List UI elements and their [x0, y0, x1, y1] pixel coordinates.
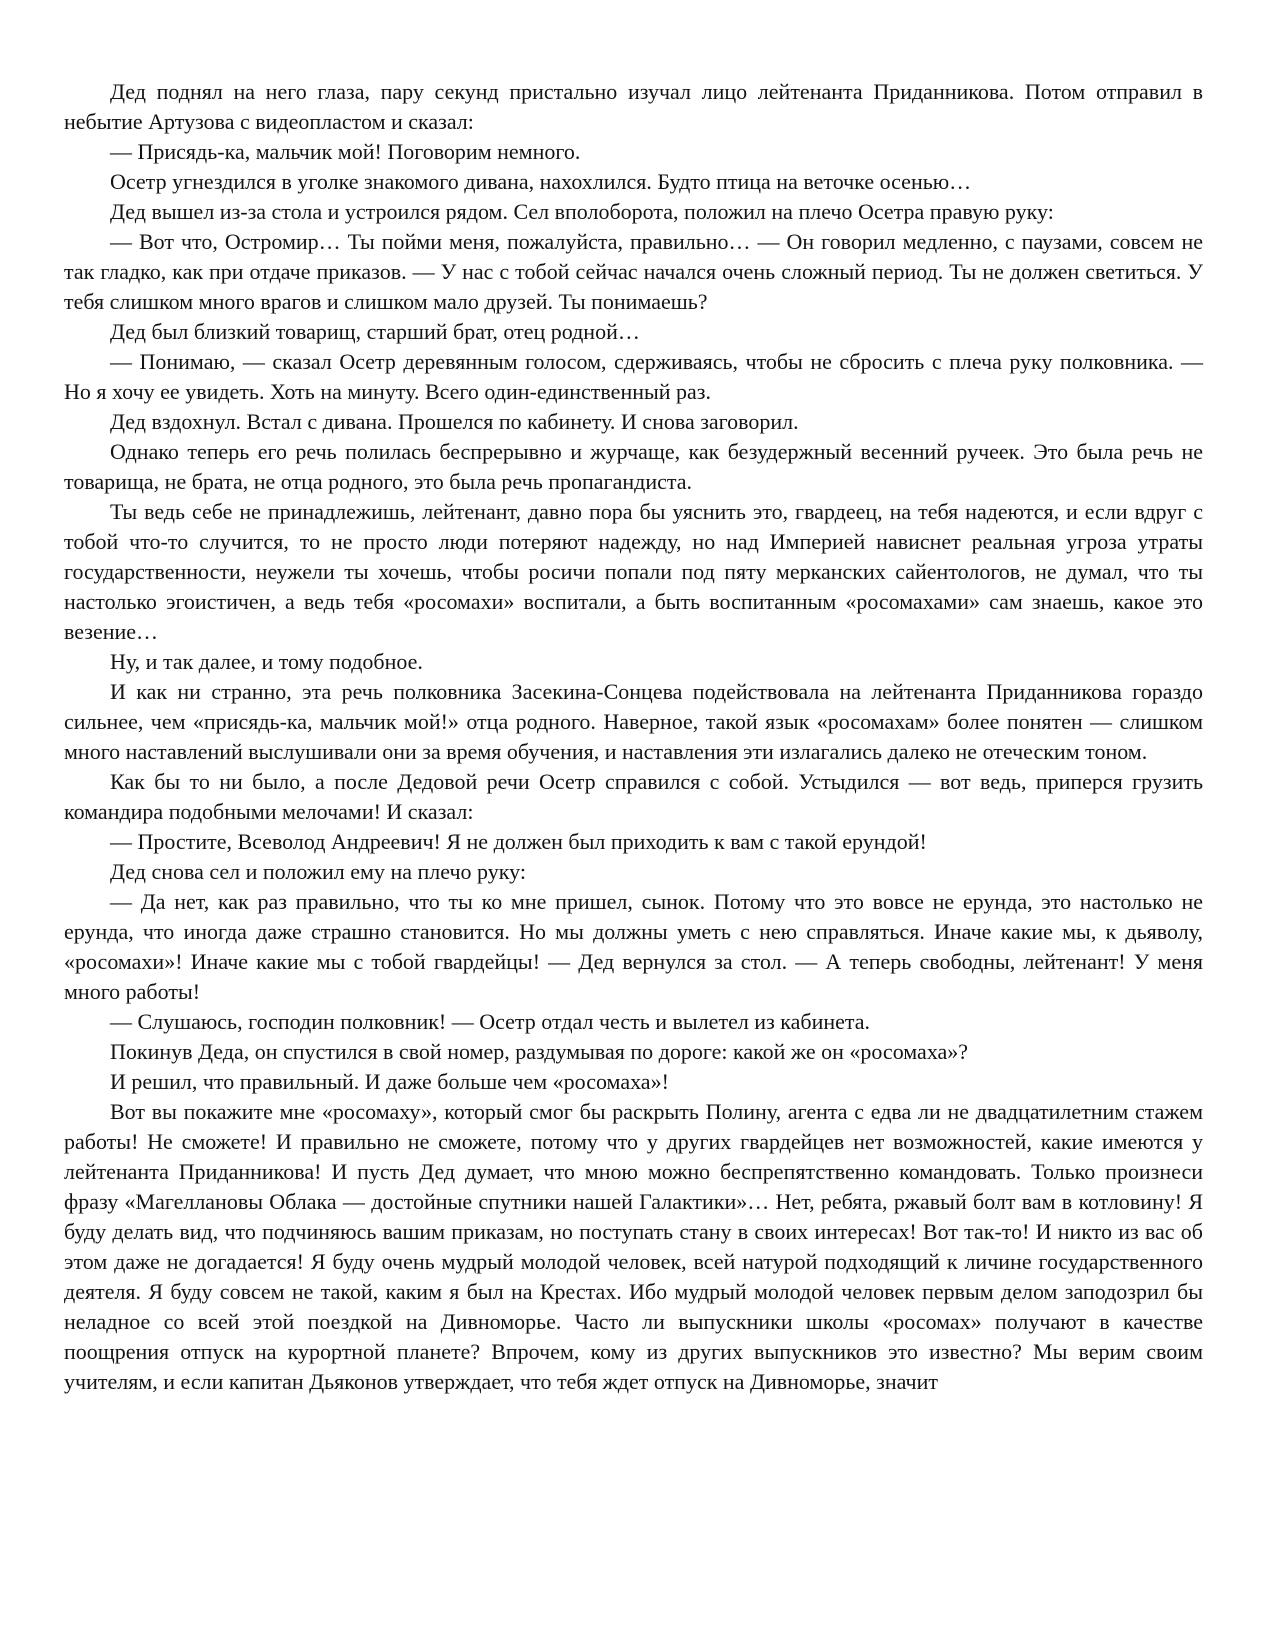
paragraph: Ну, и так далее, и тому подобное. [110, 649, 423, 674]
paragraph: Дед вышел из-за стола и устроился рядом. Сел вполоборота, положил на плечо Осетра правую руку: [110, 199, 1054, 224]
paragraph: — Простите, Всеволод Андреевич! Я не должен был приходить к вам с такой ерундой! [110, 829, 927, 854]
paragraph: И решил, что правильный. И даже больше чем «росомаха»! [110, 1069, 669, 1094]
paragraph: Как бы то ни было, а после Дедовой речи Осетр справился с собой. Устыдился — вот ведь, приперся грузить командира подобными мелочами! И сказал: [64, 769, 1203, 824]
paragraph: Дед снова сел и положил ему на плечо руку: [110, 859, 526, 884]
paragraph: Вот вы покажите мне «росомаху», который смог бы раскрыть Полину, агента с едва ли не двадцатилетним стажем работы! Не сможете! И правильно не сможете, потому что у других гвардейцев нет возможностей, какие имеются у лейтенанта Приданникова! И пусть Дед думает, что мною можно беспрепятственно командовать. Только произнеси фразу «Магеллановы Облака — достойные спутники нашей Галактики»… Нет, ребята, ржавый болт вам в котловину! Я буду делать вид, что подчиняюсь вашим приказам, но поступать стану в своих интересах! Вот так-то! И никто из вас об этом даже не догадается! Я буду очень мудрый молодой человек, всей натурой подходящий к личине государственного деятеля. Я буду совсем не такой, каким я был на Крестах. Ибо мудрый молодой человек первым делом заподозрил бы неладное со всей этой поездкой на Дивноморье. Часто ли выпускники школы «росомах» получают в качестве поощрения отпуск на курортной планете? Впрочем, кому из других выпускников это известно? Мы верим своим учителям, и если капитан Дьяконов утверждает, что тебя ждет отпуск на Дивноморье, значит [64, 1099, 1203, 1394]
paragraph: — Да нет, как раз правильно, что ты ко мне пришел, сынок. Потому что это вовсе не ерунда, это настолько не ерунда, что иногда даже страшно становится. Но мы должны уметь с нею справляться. Иначе какие мы, к дьяволу, «росомахи»! Иначе какие мы с тобой гвардейцы! — Дед вернулся за стол. — А теперь свободны, лейтенант! У меня много работы! [64, 889, 1203, 1004]
paragraph: — Понимаю, — сказал Осетр деревянным голосом, сдерживаясь, чтобы не сбросить с плеча руку полковника. — Но я хочу ее увидеть. Хоть на минуту. Всего один-единственный раз. [64, 349, 1203, 404]
paragraph: — Слушаюсь, господин полковник! — Осетр отдал честь и вылетел из кабинета. [110, 1009, 871, 1034]
paragraph: Однако теперь его речь полилась беспрерывно и журчаще, как безудержный весенний ручеек. Это была речь не товарища, не брата, не отца родного, это была речь пропагандиста. [64, 439, 1203, 494]
paragraph: Ты ведь себе не принадлежишь, лейтенант, давно пора бы уяснить это, гвардеец, на тебя надеются, и если вдруг с тобой что-то случится, то не просто люди потеряют надежду, но над Империей нависнет реальная угроза утраты государственности, неужели ты хочешь, чтобы росичи попали под пяту мерканских сайентологов, не думал, что ты настолько эгоистичен, а ведь тебя «росомахи» воспитали, а быть воспитанным «росомахами» сам знаешь, какое это везение… [64, 499, 1203, 644]
paragraph: Дед вздохнул. Встал с дивана. Прошелся по кабинету. И снова заговорил. [110, 409, 799, 434]
paragraph: Осетр угнездился в уголке знакомого дивана, нахохлился. Будто птица на веточке осенью… [110, 169, 972, 194]
paragraph: — Вот что, Остромир… Ты пойми меня, пожалуйста, правильно… — Он говорил медленно, с паузами, совсем не так гладко, как при отдаче приказов. — У нас с тобой сейчас начался очень сложный период. Ты не должен светиться. У тебя слишком много врагов и слишком мало друзей. Ты понимаешь? [64, 229, 1203, 314]
paragraph: Дед поднял на него глаза, пару секунд пристально изучал лицо лейтенанта Приданникова. Потом отправил в небытие Артузова с видеопластом и сказал: [64, 79, 1203, 134]
paragraph: Дед был близкий товарищ, старший брат, отец родной… [110, 319, 640, 344]
paragraph: И как ни странно, эта речь полковника Засекина-Сонцева подействовала на лейтенанта Приданникова гораздо сильнее, чем «присядь-ка, мальчик мой!» отца родного. Наверное, такой язык «росомахам» более понятен — слишком много наставлений выслушивали они за время обучения, и наставления эти излагались далеко не отеческим тоном. [64, 679, 1203, 764]
paragraph: Покинув Деда, он спустился в свой номер, раздумывая по дороге: какой же он «росомаха»? [110, 1039, 969, 1064]
paragraph: — Присядь-ка, мальчик мой! Поговорим немного. [110, 139, 581, 164]
